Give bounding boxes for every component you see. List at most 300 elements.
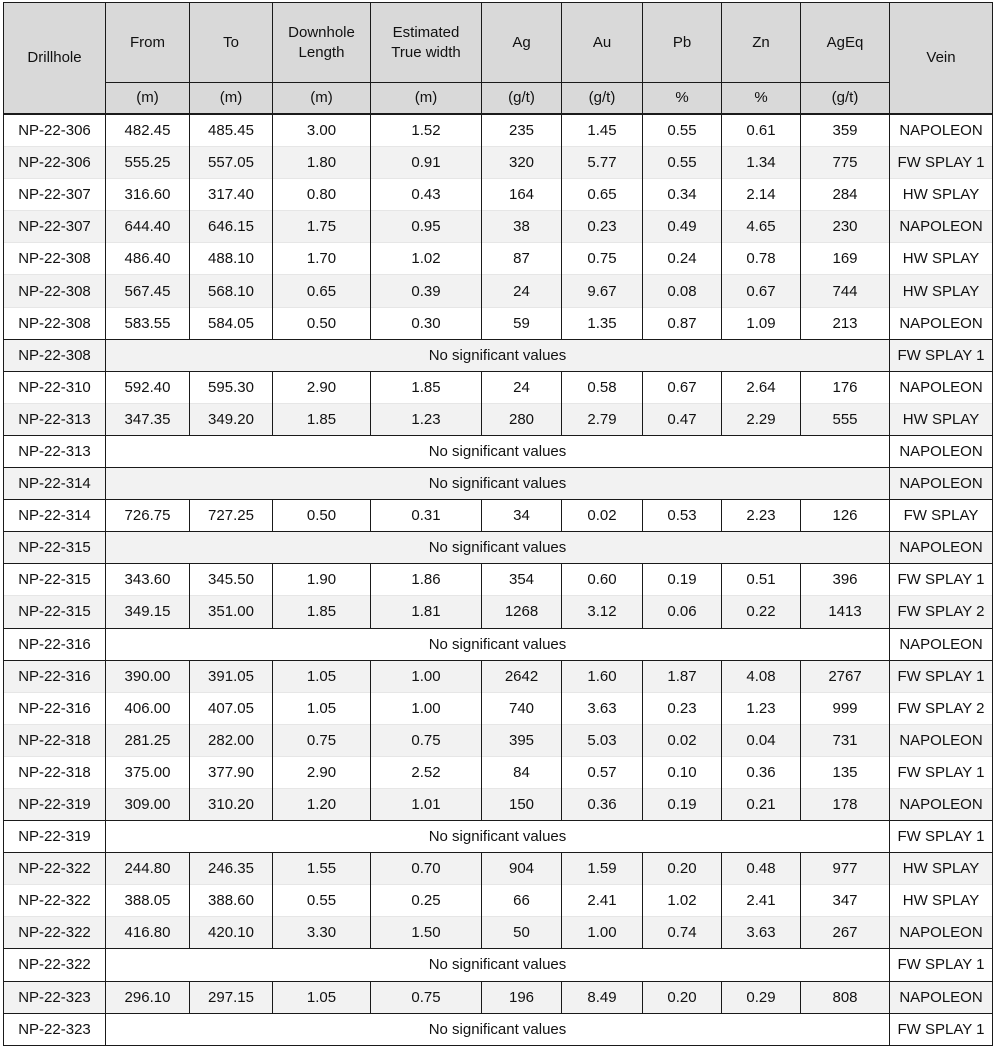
cell-vein: FW SPLAY 2	[890, 596, 993, 628]
cell-no-significant-values: No significant values	[106, 435, 890, 467]
cell-drillhole: NP-22-322	[4, 885, 106, 917]
header-ag: Ag	[482, 3, 562, 83]
cell-zn: 2.41	[722, 885, 801, 917]
cell-to: 557.05	[190, 147, 273, 179]
cell-au: 0.60	[562, 564, 643, 596]
cell-from: 406.00	[106, 692, 190, 724]
cell-from: 349.15	[106, 596, 190, 628]
cell-ageq: 347	[801, 885, 890, 917]
cell-downhole-length: 0.75	[273, 724, 371, 756]
cell-zn: 0.67	[722, 275, 801, 307]
cell-drillhole: NP-22-323	[4, 981, 106, 1013]
cell-drillhole: NP-22-306	[4, 147, 106, 179]
cell-ageq: 731	[801, 724, 890, 756]
cell-ageq: 1413	[801, 596, 890, 628]
cell-au: 2.79	[562, 403, 643, 435]
cell-from: 416.80	[106, 917, 190, 949]
cell-downhole-length: 1.75	[273, 211, 371, 243]
table-row	[4, 724, 993, 756]
cell-true-width: 0.95	[371, 211, 482, 243]
cell-true-width: 1.23	[371, 403, 482, 435]
cell-vein: NAPOLEON	[890, 371, 993, 403]
unit-to: (m)	[190, 83, 273, 115]
cell-zn: 2.64	[722, 371, 801, 403]
cell-ag: 320	[482, 147, 562, 179]
cell-pb: 0.34	[643, 179, 722, 211]
table-row	[4, 532, 993, 564]
cell-zn: 0.48	[722, 853, 801, 885]
cell-from: 309.00	[106, 788, 190, 820]
cell-from: 583.55	[106, 307, 190, 339]
cell-true-width: 2.52	[371, 756, 482, 788]
cell-zn: 2.14	[722, 179, 801, 211]
cell-drillhole: NP-22-308	[4, 339, 106, 371]
cell-downhole-length: 1.05	[273, 692, 371, 724]
table-row	[4, 435, 993, 467]
cell-drillhole: NP-22-310	[4, 371, 106, 403]
cell-true-width: 0.39	[371, 275, 482, 307]
unit-au: (g/t)	[562, 83, 643, 115]
cell-ag: 904	[482, 853, 562, 885]
cell-zn: 2.29	[722, 403, 801, 435]
cell-ag: 24	[482, 371, 562, 403]
header-downhole-length	[273, 3, 371, 83]
cell-true-width: 1.86	[371, 564, 482, 596]
cell-vein: NAPOLEON	[890, 917, 993, 949]
cell-from: 390.00	[106, 660, 190, 692]
cell-downhole-length: 1.20	[273, 788, 371, 820]
cell-true-width: 0.75	[371, 724, 482, 756]
cell-true-width: 1.52	[371, 114, 482, 147]
cell-pb: 1.87	[643, 660, 722, 692]
cell-pb: 0.23	[643, 692, 722, 724]
cell-ag: 87	[482, 243, 562, 275]
cell-to: 485.45	[190, 114, 273, 147]
cell-pb: 0.67	[643, 371, 722, 403]
cell-true-width: 1.81	[371, 596, 482, 628]
cell-ag: 59	[482, 307, 562, 339]
cell-ageq: 396	[801, 564, 890, 596]
cell-to: 246.35	[190, 853, 273, 885]
cell-pb: 0.20	[643, 981, 722, 1013]
cell-from: 567.45	[106, 275, 190, 307]
cell-to: 407.05	[190, 692, 273, 724]
header-to: To	[190, 3, 273, 83]
cell-zn: 0.51	[722, 564, 801, 596]
cell-pb: 0.55	[643, 114, 722, 147]
cell-ag: 196	[482, 981, 562, 1013]
cell-zn: 1.23	[722, 692, 801, 724]
table-row	[4, 564, 993, 596]
cell-downhole-length: 2.90	[273, 371, 371, 403]
cell-pb: 0.19	[643, 564, 722, 596]
cell-from: 555.25	[106, 147, 190, 179]
cell-to: 391.05	[190, 660, 273, 692]
table-row	[4, 917, 993, 949]
cell-drillhole: NP-22-322	[4, 853, 106, 885]
cell-vein: FW SPLAY 1	[890, 949, 993, 981]
cell-downhole-length: 1.90	[273, 564, 371, 596]
table-row	[4, 692, 993, 724]
cell-vein: FW SPLAY 1	[890, 564, 993, 596]
cell-pb: 0.10	[643, 756, 722, 788]
cell-ag: 235	[482, 114, 562, 147]
cell-to: 377.90	[190, 756, 273, 788]
cell-vein: NAPOLEON	[890, 628, 993, 660]
cell-ageq: 555	[801, 403, 890, 435]
cell-au: 3.63	[562, 692, 643, 724]
cell-vein: NAPOLEON	[890, 724, 993, 756]
cell-from: 244.80	[106, 853, 190, 885]
cell-from: 316.60	[106, 179, 190, 211]
table-row	[4, 339, 993, 371]
cell-from: 296.10	[106, 981, 190, 1013]
table-header	[4, 3, 993, 115]
cell-from: 281.25	[106, 724, 190, 756]
cell-zn: 0.61	[722, 114, 801, 147]
cell-true-width: 0.43	[371, 179, 482, 211]
cell-drillhole: NP-22-306	[4, 114, 106, 147]
cell-drillhole: NP-22-315	[4, 564, 106, 596]
table-row	[4, 821, 993, 853]
cell-vein: NAPOLEON	[890, 788, 993, 820]
cell-vein: HW SPLAY	[890, 179, 993, 211]
cell-ageq: 176	[801, 371, 890, 403]
cell-zn: 0.29	[722, 981, 801, 1013]
cell-zn: 0.22	[722, 596, 801, 628]
header-pb: Pb	[643, 3, 722, 83]
header-from: From	[106, 3, 190, 83]
cell-pb: 0.08	[643, 275, 722, 307]
cell-downhole-length: 0.50	[273, 500, 371, 532]
cell-to: 727.25	[190, 500, 273, 532]
header-au: Au	[562, 3, 643, 83]
cell-drillhole: NP-22-316	[4, 628, 106, 660]
cell-vein: FW SPLAY 1	[890, 756, 993, 788]
cell-to: 595.30	[190, 371, 273, 403]
cell-drillhole: NP-22-308	[4, 307, 106, 339]
cell-drillhole: NP-22-315	[4, 532, 106, 564]
cell-downhole-length: 1.85	[273, 596, 371, 628]
cell-vein: FW SPLAY 1	[890, 821, 993, 853]
table-row	[4, 179, 993, 211]
cell-au: 3.12	[562, 596, 643, 628]
cell-au: 0.75	[562, 243, 643, 275]
cell-drillhole: NP-22-319	[4, 788, 106, 820]
cell-no-significant-values: No significant values	[106, 628, 890, 660]
cell-vein: NAPOLEON	[890, 307, 993, 339]
table-row	[4, 243, 993, 275]
cell-drillhole: NP-22-307	[4, 211, 106, 243]
table-row	[4, 660, 993, 692]
cell-from: 592.40	[106, 371, 190, 403]
cell-pb: 0.06	[643, 596, 722, 628]
cell-au: 0.02	[562, 500, 643, 532]
cell-to: 388.60	[190, 885, 273, 917]
cell-from: 343.60	[106, 564, 190, 596]
cell-vein: NAPOLEON	[890, 468, 993, 500]
cell-drillhole: NP-22-316	[4, 660, 106, 692]
cell-zn: 0.04	[722, 724, 801, 756]
table-row	[4, 500, 993, 532]
cell-pb: 1.02	[643, 885, 722, 917]
cell-from: 482.45	[106, 114, 190, 147]
table-row	[4, 885, 993, 917]
cell-drillhole: NP-22-307	[4, 179, 106, 211]
cell-downhole-length: 1.80	[273, 147, 371, 179]
cell-downhole-length: 1.70	[273, 243, 371, 275]
assay-results-table	[3, 2, 993, 1046]
cell-pb: 0.20	[643, 853, 722, 885]
cell-vein: HW SPLAY	[890, 403, 993, 435]
table-row	[4, 949, 993, 981]
unit-true-width: (m)	[371, 83, 482, 115]
table-row	[4, 981, 993, 1013]
table-row	[4, 788, 993, 820]
cell-vein: HW SPLAY	[890, 243, 993, 275]
cell-zn: 4.65	[722, 211, 801, 243]
cell-au: 1.59	[562, 853, 643, 885]
cell-au: 1.35	[562, 307, 643, 339]
cell-downhole-length: 0.50	[273, 307, 371, 339]
cell-true-width: 0.31	[371, 500, 482, 532]
cell-ageq: 135	[801, 756, 890, 788]
cell-vein: FW SPLAY 1	[890, 339, 993, 371]
cell-vein: NAPOLEON	[890, 211, 993, 243]
cell-pb: 0.55	[643, 147, 722, 179]
cell-to: 351.00	[190, 596, 273, 628]
cell-no-significant-values: No significant values	[106, 949, 890, 981]
cell-downhole-length: 0.80	[273, 179, 371, 211]
cell-to: 310.20	[190, 788, 273, 820]
unit-ag: (g/t)	[482, 83, 562, 115]
cell-ag: 395	[482, 724, 562, 756]
header-vein: Vein	[890, 3, 993, 115]
cell-ageq: 284	[801, 179, 890, 211]
cell-zn: 3.63	[722, 917, 801, 949]
cell-ag: 740	[482, 692, 562, 724]
cell-to: 420.10	[190, 917, 273, 949]
header-true-width-text: Estimated True width	[391, 23, 461, 61]
cell-drillhole: NP-22-322	[4, 917, 106, 949]
cell-downhole-length: 3.00	[273, 114, 371, 147]
table-row	[4, 628, 993, 660]
cell-ag: 84	[482, 756, 562, 788]
cell-ag: 1268	[482, 596, 562, 628]
cell-ageq: 744	[801, 275, 890, 307]
cell-au: 9.67	[562, 275, 643, 307]
cell-zn: 0.78	[722, 243, 801, 275]
cell-downhole-length: 0.55	[273, 885, 371, 917]
cell-downhole-length: 3.30	[273, 917, 371, 949]
cell-pb: 0.02	[643, 724, 722, 756]
cell-from: 644.40	[106, 211, 190, 243]
cell-zn: 2.23	[722, 500, 801, 532]
cell-ag: 164	[482, 179, 562, 211]
cell-true-width: 1.00	[371, 660, 482, 692]
cell-au: 5.77	[562, 147, 643, 179]
cell-drillhole: NP-22-322	[4, 949, 106, 981]
cell-drillhole: NP-22-316	[4, 692, 106, 724]
cell-au: 0.58	[562, 371, 643, 403]
cell-downhole-length: 1.05	[273, 981, 371, 1013]
cell-vein: FW SPLAY	[890, 500, 993, 532]
cell-au: 1.00	[562, 917, 643, 949]
cell-true-width: 1.50	[371, 917, 482, 949]
cell-to: 282.00	[190, 724, 273, 756]
cell-to: 317.40	[190, 179, 273, 211]
cell-true-width: 0.70	[371, 853, 482, 885]
cell-ageq: 267	[801, 917, 890, 949]
cell-true-width: 1.85	[371, 371, 482, 403]
table-row	[4, 114, 993, 147]
cell-ag: 24	[482, 275, 562, 307]
cell-from: 486.40	[106, 243, 190, 275]
cell-drillhole: NP-22-318	[4, 724, 106, 756]
cell-ageq: 230	[801, 211, 890, 243]
cell-vein: HW SPLAY	[890, 275, 993, 307]
cell-drillhole: NP-22-318	[4, 756, 106, 788]
cell-zn: 0.36	[722, 756, 801, 788]
cell-vein: HW SPLAY	[890, 885, 993, 917]
table-row	[4, 147, 993, 179]
table-row	[4, 468, 993, 500]
cell-ag: 2642	[482, 660, 562, 692]
cell-to: 568.10	[190, 275, 273, 307]
cell-no-significant-values: No significant values	[106, 821, 890, 853]
cell-true-width: 0.75	[371, 981, 482, 1013]
cell-to: 349.20	[190, 403, 273, 435]
header-downhole-length-text: Downhole Length	[288, 23, 355, 61]
cell-vein: FW SPLAY 2	[890, 692, 993, 724]
cell-to: 297.15	[190, 981, 273, 1013]
cell-pb: 0.24	[643, 243, 722, 275]
cell-ageq: 775	[801, 147, 890, 179]
cell-zn: 0.21	[722, 788, 801, 820]
cell-au: 0.65	[562, 179, 643, 211]
cell-zn: 1.09	[722, 307, 801, 339]
unit-from: (m)	[106, 83, 190, 115]
cell-vein: FW SPLAY 1	[890, 1013, 993, 1045]
cell-vein: FW SPLAY 1	[890, 147, 993, 179]
unit-pb: %	[643, 83, 722, 115]
cell-drillhole: NP-22-314	[4, 468, 106, 500]
table-row	[4, 275, 993, 307]
cell-pb: 0.19	[643, 788, 722, 820]
unit-downhole-length: (m)	[273, 83, 371, 115]
cell-ageq: 2767	[801, 660, 890, 692]
cell-ageq: 178	[801, 788, 890, 820]
cell-ageq: 169	[801, 243, 890, 275]
cell-ag: 50	[482, 917, 562, 949]
header-true-width	[371, 3, 482, 83]
cell-au: 1.60	[562, 660, 643, 692]
cell-au: 5.03	[562, 724, 643, 756]
cell-drillhole: NP-22-323	[4, 1013, 106, 1045]
cell-au: 0.57	[562, 756, 643, 788]
cell-from: 388.05	[106, 885, 190, 917]
table-row	[4, 756, 993, 788]
cell-true-width: 0.30	[371, 307, 482, 339]
cell-pb: 0.87	[643, 307, 722, 339]
table-row	[4, 1013, 993, 1045]
table-row	[4, 211, 993, 243]
table-row	[4, 853, 993, 885]
cell-downhole-length: 2.90	[273, 756, 371, 788]
cell-ag: 354	[482, 564, 562, 596]
cell-drillhole: NP-22-314	[4, 500, 106, 532]
cell-ag: 280	[482, 403, 562, 435]
cell-ageq: 808	[801, 981, 890, 1013]
cell-ageq: 126	[801, 500, 890, 532]
cell-zn: 1.34	[722, 147, 801, 179]
cell-pb: 0.53	[643, 500, 722, 532]
cell-au: 0.36	[562, 788, 643, 820]
cell-downhole-length: 0.65	[273, 275, 371, 307]
cell-ageq: 359	[801, 114, 890, 147]
cell-drillhole: NP-22-308	[4, 275, 106, 307]
cell-vein: HW SPLAY	[890, 853, 993, 885]
cell-downhole-length: 1.05	[273, 660, 371, 692]
cell-ag: 150	[482, 788, 562, 820]
cell-au: 2.41	[562, 885, 643, 917]
cell-vein: NAPOLEON	[890, 435, 993, 467]
cell-true-width: 1.02	[371, 243, 482, 275]
cell-vein: NAPOLEON	[890, 981, 993, 1013]
cell-pb: 0.49	[643, 211, 722, 243]
cell-drillhole: NP-22-315	[4, 596, 106, 628]
cell-au: 1.45	[562, 114, 643, 147]
cell-true-width: 0.25	[371, 885, 482, 917]
cell-zn: 4.08	[722, 660, 801, 692]
cell-true-width: 1.01	[371, 788, 482, 820]
cell-no-significant-values: No significant values	[106, 339, 890, 371]
cell-downhole-length: 1.85	[273, 403, 371, 435]
cell-to: 584.05	[190, 307, 273, 339]
table-row	[4, 371, 993, 403]
table-row	[4, 403, 993, 435]
cell-drillhole: NP-22-308	[4, 243, 106, 275]
cell-ageq: 213	[801, 307, 890, 339]
table-body	[4, 114, 993, 1045]
cell-au: 0.23	[562, 211, 643, 243]
cell-drillhole: NP-22-319	[4, 821, 106, 853]
cell-no-significant-values: No significant values	[106, 468, 890, 500]
cell-no-significant-values: No significant values	[106, 1013, 890, 1045]
cell-to: 646.15	[190, 211, 273, 243]
cell-ageq: 999	[801, 692, 890, 724]
cell-no-significant-values: No significant values	[106, 532, 890, 564]
cell-vein: NAPOLEON	[890, 532, 993, 564]
cell-pb: 0.74	[643, 917, 722, 949]
cell-from: 726.75	[106, 500, 190, 532]
cell-downhole-length: 1.55	[273, 853, 371, 885]
cell-vein: NAPOLEON	[890, 114, 993, 147]
cell-ageq: 977	[801, 853, 890, 885]
cell-ag: 38	[482, 211, 562, 243]
unit-zn: %	[722, 83, 801, 115]
table-row	[4, 307, 993, 339]
cell-true-width: 1.00	[371, 692, 482, 724]
table-row	[4, 596, 993, 628]
cell-vein: FW SPLAY 1	[890, 660, 993, 692]
cell-pb: 0.47	[643, 403, 722, 435]
cell-drillhole: NP-22-313	[4, 403, 106, 435]
cell-to: 345.50	[190, 564, 273, 596]
cell-from: 347.35	[106, 403, 190, 435]
header-zn: Zn	[722, 3, 801, 83]
unit-ageq: (g/t)	[801, 83, 890, 115]
